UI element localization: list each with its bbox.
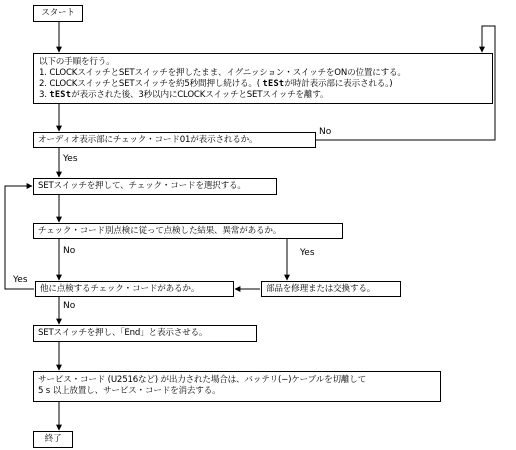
check-code01-decision: オーディオ表示部にチェック・コード01が表示されるか。 [33,132,316,148]
label-no-check01: No [319,127,332,137]
label-yes-more: Yes [13,275,28,285]
procedure-step2: 2. CLOCKスイッチとSETスイッチを約5秒間押し続ける。( tEStが時計表示部に表示される。) [39,79,393,89]
test-display-code: tESt [49,90,72,100]
service-code-box: サービス・コード (U2516など) が出力された場合は、バッテリ(−)ケーブルを切離して 5 s 以上放置し、サービス・コードを消去する。 [33,371,441,402]
procedure-step1: 1. CLOCKスイッチとSETスイッチを押したまま、イグニッション・スイッチをONの位置にする。 [39,68,406,78]
edge-more-yes-loop [5,186,34,289]
label-yes-check01: Yes [63,154,78,164]
select-code-box: SETスイッチを押して、チェック・コードを選択する。 [33,178,277,195]
label-no-more: No [63,301,76,311]
start-terminal [33,5,83,22]
inspect-decision: チェック・コード別点検に従って点検した結果、異常があるか。 [33,223,343,239]
more-codes-decision: 他に点検するチェック・コードがあるか。 [35,281,234,297]
label-no-inspect: No [63,246,76,256]
start-label: スタート [41,8,75,18]
procedure-box [33,53,493,104]
repair-box: 部品を修理または交換する。 [261,281,401,297]
finish-terminal: 終了 [33,431,73,448]
procedure-step3: 3. tEStが表示された後、3秒以内にCLOCKスイッチとSETスイッチを離す。 [39,90,329,100]
show-end-box: SETスイッチを押し、「End」と表示させる。 [33,325,257,342]
test-display-code: tESt [262,79,285,89]
label-yes-inspect: Yes [300,248,315,258]
procedure-intro: 以下の手順を行う。 [39,57,115,67]
